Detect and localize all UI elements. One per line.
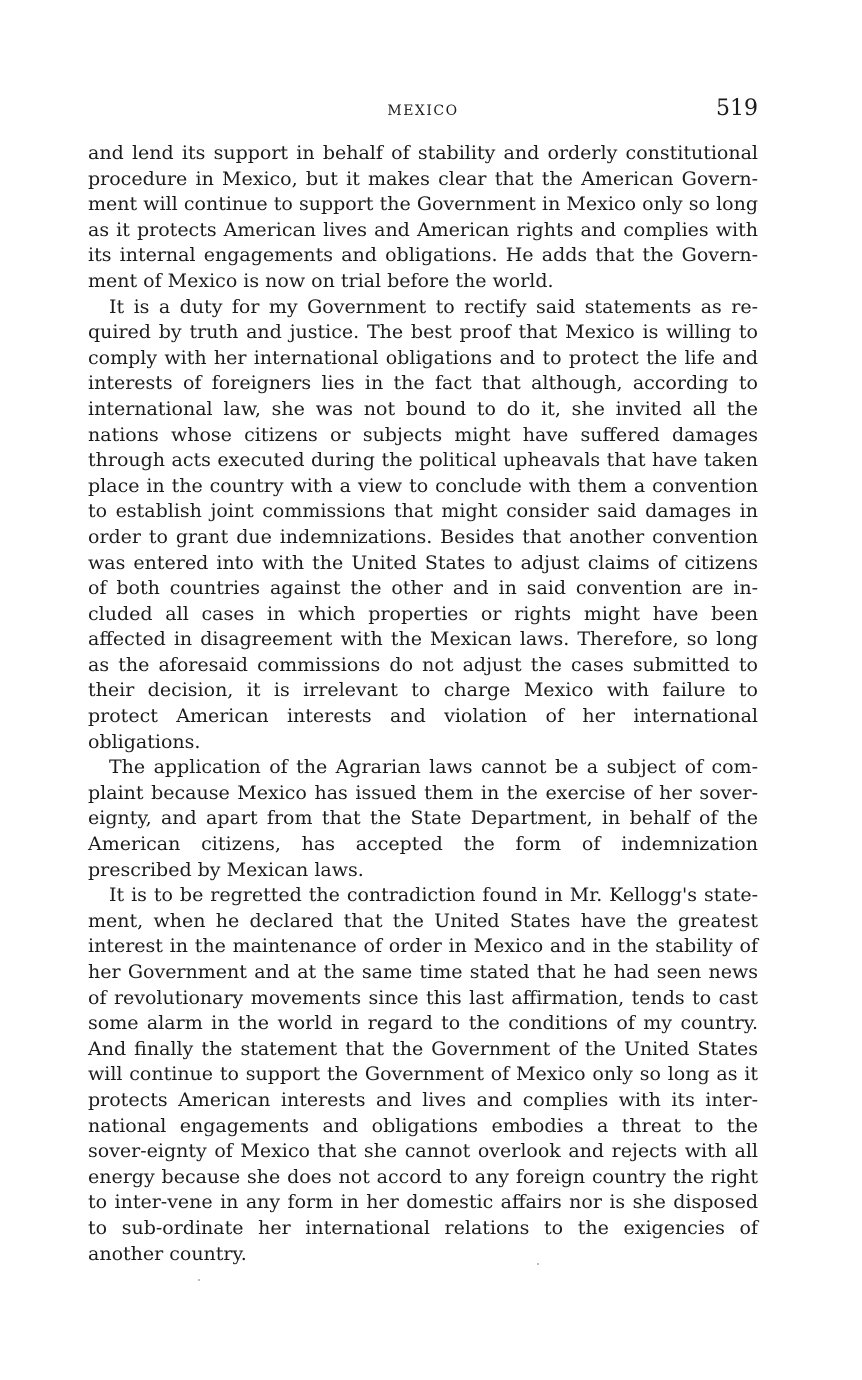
paragraph-rectification: It is a duty for my Government to rectify said statements as re-quired by truth and justice. The best proof that Mexico is willing to comply with her international obligations and to protect the life and interests of foreigners lies in the fact that although, according to international law, she was not bound to do it, she invited all the nations whose citizens or subjects might have suffered damages through acts executed during the political upheavals that have taken place in the country with a view to conclude with them a convention to establish joint commissions that might consider said damages in order to grant due indemnizations. Besides that another convention was entered into with the United States to adjust claims of citizens of both countries against the other and in said convention are in-cluded all cases in which properties or rights might have been affected in disagreement with the Mexican laws. Therefore, so long as the aforesaid commissions do not adjust the cases submitted to their decision, it is irrelevant to charge Mexico with failure to protect American interests and violation of her international obligations. [88, 295, 758, 753]
paragraph-kellogg-statement: It is to be regretted the contradiction found in Mr. Kellogg's state-ment, when he declared that the United States have the greatest interest in the maintenance of order in Mexico and in the stability of her Government and at the same time stated that he had seen news of revolutionary movements since this last affirmation, tends to cast some alarm in the world in regard to the conditions of my country. And finally the statement that the Government of the United States will continue to support the Government of Mexico only so long as it protects American interests and lives and complies with its inter-national engagements and obligations embodies a threat to the sover-eignty of Mexico that she cannot overlook and rejects with all energy because she does not accord to any foreign country the right to inter-vene in any form in her domestic affairs nor is she disposed to sub-ordinate her international relations to the exigencies of another country. [88, 884, 758, 1265]
scan-speck [537, 1263, 539, 1265]
running-header [88, 95, 758, 127]
paragraph-continued: and lend its support in behalf of stability and orderly constitutional procedure in Mexico, but it makes clear that the American Govern-ment will continue to support the Government in Mexico only so long as it protects American lives and American rights and complies with its internal engagements and obligations. He adds that the Govern-ment of Mexico is now on trial before the world. [88, 142, 758, 292]
paragraph-agrarian-laws: The application of the Agrarian laws cannot be a subject of com-plaint because Mexico has issued them in the exercise of her sover-eignty, and apart from that the State Department, in behalf of the American citizens, has accepted the form of indemnization prescribed by Mexican laws. [88, 756, 758, 881]
document-page [88, 95, 758, 1267]
scan-speck [198, 1279, 200, 1281]
body-text [88, 141, 758, 1267]
running-title: MEXICO [387, 103, 459, 119]
page-number: 519 [716, 96, 758, 121]
